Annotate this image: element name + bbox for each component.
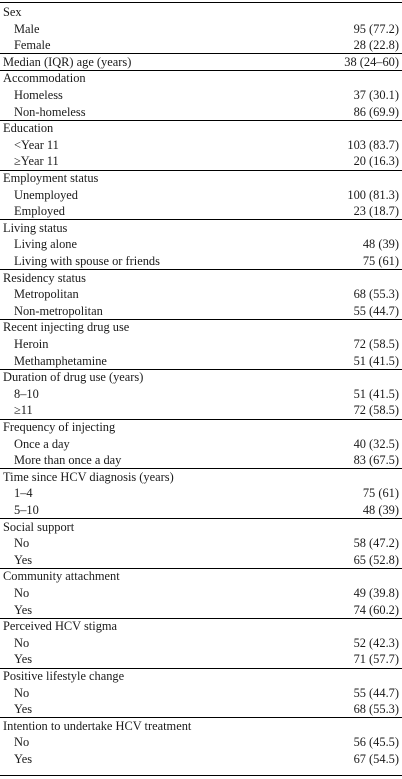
row-label: No <box>14 685 30 700</box>
table-row <box>0 635 402 652</box>
table-row <box>0 651 402 668</box>
section-heading: Employment status <box>3 171 99 185</box>
row-label: Yes <box>14 702 33 717</box>
row-value: 51 (41.5) <box>353 386 399 401</box>
row-value: 48 (39) <box>362 237 399 252</box>
table-row <box>0 87 402 104</box>
section-heading: Positive lifestyle change <box>3 669 125 683</box>
row-label: Non-homeless <box>14 104 86 119</box>
row-value: 58 (47.2) <box>353 536 399 551</box>
row-value: 28 (22.8) <box>353 38 399 53</box>
row-value: 51 (41.5) <box>353 353 399 368</box>
section-heading: Social support <box>3 519 75 534</box>
row-label: Heroin <box>14 337 49 351</box>
section-heading-row <box>0 718 402 735</box>
section-heading-value: 38 (24–60) <box>344 54 399 69</box>
row-value: 67 (54.5) <box>353 752 399 766</box>
table-row <box>0 552 402 569</box>
section-heading: Median (IQR) age (years) <box>3 54 132 69</box>
section-heading-row <box>0 469 402 486</box>
row-value: 95 (77.2) <box>353 21 399 36</box>
row-label: Employed <box>14 204 65 219</box>
section-heading-row <box>0 319 402 336</box>
row-label: Living with spouse or friends <box>14 254 160 268</box>
table-top-rule <box>0 2 402 3</box>
table-row <box>0 236 402 253</box>
row-label: Yes <box>14 752 33 766</box>
section-heading-row <box>0 70 402 87</box>
table-row <box>0 502 402 519</box>
row-label: More than once a day <box>14 453 122 468</box>
table-row <box>0 751 402 768</box>
row-label: Yes <box>14 602 33 617</box>
section-heading: Frequency of injecting <box>3 420 116 434</box>
section-heading: Accommodation <box>3 71 86 86</box>
row-value: 40 (32.5) <box>353 436 399 451</box>
row-label: 8–10 <box>14 386 39 401</box>
section-heading: Duration of drug use (years) <box>3 370 144 385</box>
row-value: 49 (39.8) <box>353 586 399 600</box>
table-row <box>0 701 402 718</box>
section-heading: Recent injecting drug use <box>3 320 130 335</box>
row-value: 75 (61) <box>362 486 399 501</box>
row-label: Yes <box>14 652 33 667</box>
table-row <box>0 535 402 552</box>
section-heading: Education <box>3 121 54 136</box>
row-value: 48 (39) <box>362 503 399 517</box>
row-value: 68 (55.3) <box>353 287 399 302</box>
table-row <box>0 452 402 469</box>
section-heading: Intention to undertake HCV treatment <box>3 718 192 733</box>
section-heading: Living status <box>3 220 68 235</box>
row-value: 103 (83.7) <box>347 137 399 152</box>
table-row <box>0 402 402 419</box>
section-heading-row <box>0 120 402 137</box>
table-row <box>0 734 402 751</box>
table-row <box>0 386 402 403</box>
table-row <box>0 303 402 320</box>
row-label: Male <box>14 21 40 36</box>
table-row <box>0 203 402 220</box>
row-label: <Year 11 <box>14 137 59 152</box>
row-value: 68 (55.3) <box>353 702 399 717</box>
row-label: ≥11 <box>14 403 33 418</box>
row-value: 55 (44.7) <box>353 303 399 318</box>
table-bottom-rule <box>0 775 402 776</box>
row-label: Living alone <box>14 237 77 252</box>
section-heading-row <box>0 4 402 21</box>
section-heading: Time since HCV diagnosis (years) <box>3 469 174 484</box>
row-value: 52 (42.3) <box>353 635 399 650</box>
section-heading-row <box>0 519 402 536</box>
table-row <box>0 602 402 619</box>
row-value: 37 (30.1) <box>353 88 399 102</box>
row-label: Homeless <box>14 88 63 102</box>
row-label: Female <box>14 38 51 53</box>
row-label: 5–10 <box>14 503 39 517</box>
table-row <box>0 153 402 170</box>
table-row <box>0 253 402 270</box>
row-value: 23 (18.7) <box>353 204 399 219</box>
row-value: 55 (44.7) <box>353 685 399 700</box>
section-heading-row <box>0 54 402 71</box>
row-label: Metropolitan <box>14 287 79 302</box>
table-row <box>0 585 402 602</box>
row-label: Yes <box>14 552 33 567</box>
table-row <box>0 187 402 204</box>
row-value: 75 (61) <box>362 254 399 268</box>
table-row <box>0 485 402 502</box>
section-heading-row <box>0 568 402 585</box>
section-heading-row <box>0 668 402 685</box>
row-value: 71 (57.7) <box>353 652 399 667</box>
table-row <box>0 353 402 370</box>
section-heading-row <box>0 369 402 386</box>
row-label: ≥Year 11 <box>14 154 59 169</box>
row-label: No <box>14 536 30 551</box>
row-label: Non-metropolitan <box>14 303 103 318</box>
table-row <box>0 37 402 54</box>
row-value: 72 (58.5) <box>353 403 399 418</box>
row-value: 74 (60.2) <box>353 602 399 617</box>
row-value: 72 (58.5) <box>353 337 399 351</box>
table-row <box>0 286 402 303</box>
row-label: 1–4 <box>14 486 33 501</box>
row-value: 65 (52.8) <box>353 552 399 567</box>
section-heading-row <box>0 618 402 635</box>
section-heading-row <box>0 270 402 287</box>
row-label: No <box>14 735 30 750</box>
row-value: 20 (16.3) <box>353 154 399 169</box>
table-row <box>0 104 402 121</box>
section-heading-row <box>0 220 402 237</box>
table-row <box>0 137 402 154</box>
row-value: 83 (67.5) <box>353 453 399 468</box>
section-heading: Community attachment <box>3 569 120 584</box>
section-heading-row <box>0 419 402 436</box>
row-label: Unemployed <box>14 187 79 202</box>
table-row <box>0 336 402 353</box>
table-row <box>0 685 402 702</box>
section-heading-row <box>0 170 402 187</box>
section-heading: Sex <box>3 5 22 19</box>
row-value: 56 (45.5) <box>353 735 399 750</box>
section-heading: Residency status <box>3 270 86 285</box>
table-row <box>0 21 402 38</box>
row-label: No <box>14 635 30 650</box>
row-label: Methamphetamine <box>14 353 107 368</box>
row-value: 86 (69.9) <box>353 104 399 119</box>
row-label: No <box>14 586 30 600</box>
section-heading: Perceived HCV stigma <box>3 619 118 634</box>
row-label: Once a day <box>14 436 70 451</box>
row-value: 100 (81.3) <box>347 187 399 202</box>
table-row <box>0 436 402 453</box>
